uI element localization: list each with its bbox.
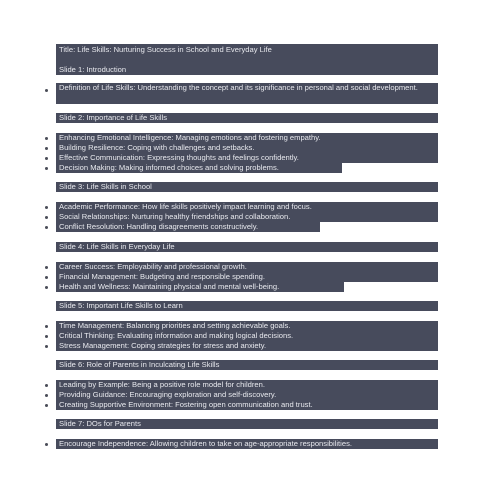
section-heading-1: Slide 1: Introduction (59, 65, 127, 74)
list-item: Time Management: Balancing priorities and setting achievable goals. (56, 321, 438, 331)
list-item: Health and Wellness: Maintaining physical and mental well-being. (56, 282, 344, 292)
list-item: Effective Communication: Expressing thoughts and feelings confidently. (56, 153, 438, 163)
bullet-icon (45, 157, 48, 160)
bullet-icon (45, 394, 48, 397)
section-heading-4: Slide 4: Life Skills in Everyday Life (56, 242, 438, 252)
bullet-icon (45, 286, 48, 289)
list-item: Leading by Example: Being a positive role model for children. (56, 380, 438, 390)
section-heading-6: Slide 6: Role of Parents in Inculcating Life Skills (56, 360, 438, 370)
document-title: Title: Life Skills: Nurturing Success in School and Everyday Life (59, 45, 272, 54)
bullet-icon (45, 206, 48, 209)
bullet-icon (45, 276, 48, 279)
section-heading-3: Slide 3: Life Skills in School (56, 182, 438, 192)
list-item: Providing Guidance: Encouraging exploration and self-discovery. (56, 390, 438, 400)
list-item: Social Relationships: Nurturing healthy friendships and collaboration. (56, 212, 438, 222)
list-item: Stress Management: Coping strategies for stress and anxiety. (56, 341, 438, 351)
bullet-icon (45, 404, 48, 407)
bullet-icon (45, 167, 48, 170)
section-heading-2: Slide 2: Importance of Life Skills (56, 113, 438, 123)
bullet-icon (45, 384, 48, 387)
list-item: Creating Supportive Environment: Fostering open communication and trust. (56, 400, 438, 410)
list-item: Critical Thinking: Evaluating information and making logical decisions. (56, 331, 438, 341)
bullet-icon (45, 226, 48, 229)
list-item: Academic Performance: How life skills positively impact learning and focus. (56, 202, 438, 212)
list-item: Career Success: Employability and professional growth. (56, 262, 438, 272)
bullet-icon (45, 266, 48, 269)
bullet-icon (45, 89, 48, 92)
section-heading-7: Slide 7: DOs for Parents (56, 419, 438, 429)
list-item: Conflict Resolution: Handling disagreements constructively. (56, 222, 320, 232)
list-item: Encourage Independence: Allowing children to take on age-appropriate responsibilities. (56, 439, 438, 449)
bullet-icon (45, 443, 48, 446)
title-block (56, 44, 438, 75)
list-item: Definition of Life Skills: Understanding the concept and its significance in personal and social development. (56, 83, 438, 104)
bullet-icon (45, 147, 48, 150)
bullet-icon (45, 335, 48, 338)
list-item: Building Resilience: Coping with challenges and setbacks. (56, 143, 438, 153)
bullet-icon (45, 137, 48, 140)
bullet-icon (45, 216, 48, 219)
bullet-icon (45, 345, 48, 348)
list-item: Enhancing Emotional Intelligence: Managing emotions and fostering empathy. (56, 133, 438, 143)
list-item: Decision Making: Making informed choices and solving problems. (56, 163, 342, 173)
section-heading-5: Slide 5: Important Life Skills to Learn (56, 301, 438, 311)
list-item: Financial Management: Budgeting and responsible spending. (56, 272, 438, 282)
bullet-icon (45, 325, 48, 328)
